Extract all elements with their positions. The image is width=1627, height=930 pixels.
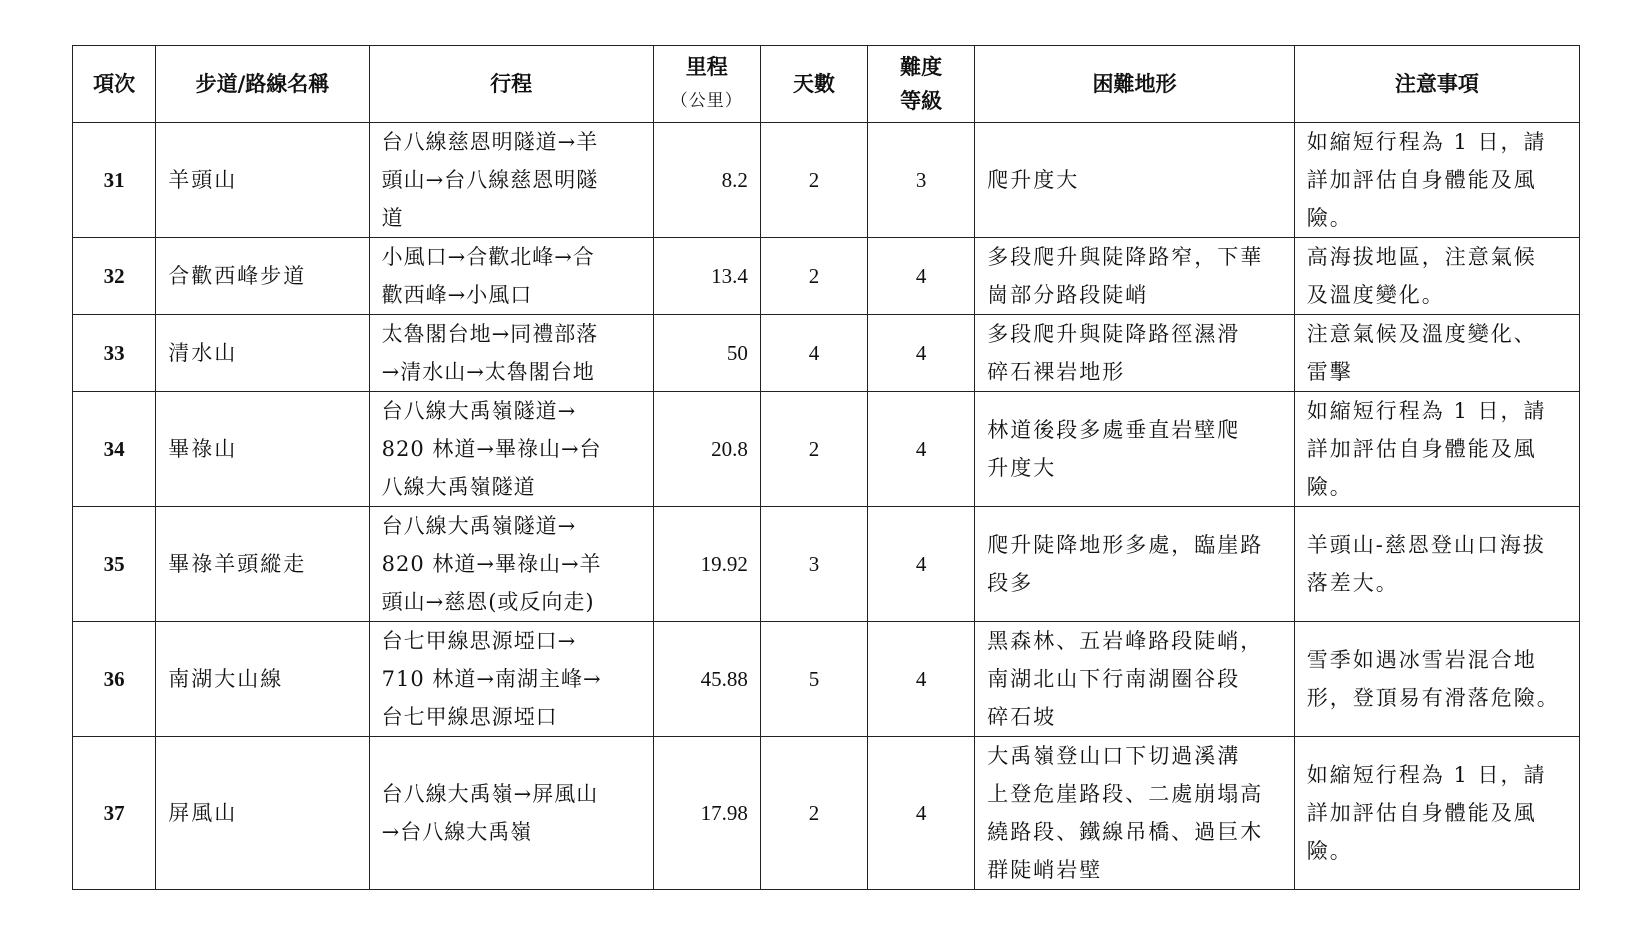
- route-cell-line: 台七甲線思源埡口→: [381, 629, 577, 653]
- distance-cell: 17.98: [653, 737, 760, 890]
- terrain-cell: [975, 315, 1295, 392]
- terrain-cell-line: 升度大: [987, 456, 1057, 480]
- terrain-cell: [975, 392, 1295, 507]
- route-cell: [369, 392, 653, 507]
- table-row: [73, 622, 1580, 737]
- route-cell: [369, 315, 653, 392]
- notes-cell: [1294, 238, 1579, 315]
- terrain-cell-line: 南湖北山下行南湖圈谷段: [987, 667, 1241, 691]
- difficulty-cell: 4: [868, 392, 975, 507]
- header-days: 天數: [760, 46, 867, 123]
- terrain-cell: [975, 238, 1295, 315]
- terrain-cell-line: 大禹嶺登山口下切過溪溝: [987, 744, 1241, 768]
- header-route: 行程: [369, 46, 653, 123]
- route-cell-line: →台八線大禹嶺: [381, 820, 533, 844]
- notes-cell-line: 雷擊: [1306, 360, 1353, 384]
- row-number: 37: [73, 737, 156, 890]
- route-cell-line: 台八線慈恩明隧道→羊: [381, 130, 599, 154]
- days-cell: 3: [760, 507, 867, 622]
- table-row: [73, 315, 1580, 392]
- route-cell: [369, 238, 653, 315]
- table-row: [73, 737, 1580, 890]
- route-cell: [369, 507, 653, 622]
- route-cell: [369, 737, 653, 890]
- row-number: 36: [73, 622, 156, 737]
- notes-cell: [1294, 123, 1579, 238]
- notes-cell: [1294, 622, 1579, 737]
- distance-cell: 19.92: [653, 507, 760, 622]
- notes-cell-line: 注意氣候及溫度變化、: [1306, 322, 1537, 346]
- terrain-cell: [975, 622, 1295, 737]
- trail-name: 南湖大山線: [156, 622, 369, 737]
- header-difficulty-line2: 等級: [900, 89, 943, 113]
- header-terrain: 困難地形: [975, 46, 1295, 123]
- difficulty-cell: 4: [868, 737, 975, 890]
- terrain-cell: [975, 737, 1295, 890]
- notes-cell-line: 雪季如遇冰雪岩混合地: [1306, 648, 1537, 672]
- days-cell: 2: [760, 238, 867, 315]
- notes-cell-line: 詳加評估自身體能及風: [1306, 437, 1537, 461]
- notes-cell-line: 險。: [1306, 839, 1353, 863]
- notes-cell: [1294, 507, 1579, 622]
- route-cell-line: 歡西峰→小風口: [381, 283, 533, 307]
- terrain-cell-line: 段多: [987, 571, 1034, 595]
- terrain-cell-line: 林道後段多處垂直岩壁爬: [987, 418, 1241, 442]
- route-cell-line: 710 林道→南湖主峰→: [381, 667, 602, 691]
- route-cell-line: 台八線大禹嶺隧道→: [381, 514, 577, 538]
- trail-name: 羊頭山: [156, 123, 369, 238]
- table-body: [73, 123, 1580, 890]
- row-number: 34: [73, 392, 156, 507]
- table-row: [73, 123, 1580, 238]
- route-cell-line: 太魯閣台地→同禮部落: [381, 322, 599, 346]
- difficulty-cell: 4: [868, 315, 975, 392]
- terrain-cell-line: 爬升度大: [987, 168, 1080, 192]
- trail-name: 清水山: [156, 315, 369, 392]
- notes-cell-line: 詳加評估自身體能及風: [1306, 801, 1537, 825]
- route-cell-line: 820 林道→畢祿山→台: [381, 437, 602, 461]
- notes-cell-line: 如縮短行程為 1 日，請: [1306, 130, 1547, 154]
- row-number: 31: [73, 123, 156, 238]
- terrain-cell-line: 繞路段、鐵線吊橋、過巨木: [987, 820, 1264, 844]
- route-cell-line: 頭山→慈恩(或反向走): [381, 590, 595, 614]
- header-name: 步道/路線名稱: [156, 46, 369, 123]
- notes-cell-line: 高海拔地區，注意氣候: [1306, 245, 1537, 269]
- trail-name: 合歡西峰步道: [156, 238, 369, 315]
- trail-name: 畢祿羊頭縱走: [156, 507, 369, 622]
- route-cell-line: 頭山→台八線慈恩明隧: [381, 168, 599, 192]
- days-cell: 2: [760, 392, 867, 507]
- notes-cell-line: 及溫度變化。: [1306, 283, 1445, 307]
- route-cell-line: →清水山→太魯閣台地: [381, 360, 595, 384]
- route-cell-line: 台八線大禹嶺→屏風山: [381, 782, 599, 806]
- distance-cell: 45.88: [653, 622, 760, 737]
- route-cell-line: 台八線大禹嶺隧道→: [381, 399, 577, 423]
- notes-cell: [1294, 392, 1579, 507]
- header-distance-label: 里程: [685, 55, 728, 79]
- notes-cell-line: 險。: [1306, 475, 1353, 499]
- terrain-cell: [975, 123, 1295, 238]
- days-cell: 2: [760, 123, 867, 238]
- days-cell: 4: [760, 315, 867, 392]
- difficulty-cell: 4: [868, 622, 975, 737]
- route-cell-line: 台七甲線思源埡口: [381, 705, 558, 729]
- route-cell-line: 八線大禹嶺隧道: [381, 475, 536, 499]
- table-row: [73, 507, 1580, 622]
- row-number: 32: [73, 238, 156, 315]
- notes-cell-line: 險。: [1306, 206, 1353, 230]
- header-distance: [653, 46, 760, 123]
- terrain-cell-line: 多段爬升與陡降路徑濕滑: [987, 322, 1241, 346]
- difficulty-cell: 4: [868, 238, 975, 315]
- terrain-cell-line: 崗部分路段陡峭: [987, 283, 1149, 307]
- terrain-cell-line: 爬升陡降地形多處，臨崖路: [987, 533, 1264, 557]
- days-cell: 2: [760, 737, 867, 890]
- row-number: 35: [73, 507, 156, 622]
- notes-cell-line: 如縮短行程為 1 日，請: [1306, 399, 1547, 423]
- notes-cell-line: 羊頭山-慈恩登山口海拔: [1306, 533, 1546, 557]
- header-no: 項次: [73, 46, 156, 123]
- header-notes: 注意事項: [1294, 46, 1579, 123]
- trail-table: [72, 45, 1580, 890]
- difficulty-cell: 4: [868, 507, 975, 622]
- distance-cell: 8.2: [653, 123, 760, 238]
- table-row: [73, 392, 1580, 507]
- terrain-cell-line: 碎石坡: [987, 705, 1057, 729]
- table-row: [73, 238, 1580, 315]
- distance-cell: 20.8: [653, 392, 760, 507]
- row-number: 33: [73, 315, 156, 392]
- notes-cell: [1294, 737, 1579, 890]
- route-cell: [369, 622, 653, 737]
- route-cell-line: 道: [381, 206, 404, 230]
- distance-cell: 50: [653, 315, 760, 392]
- route-cell-line: 小風口→合歡北峰→合: [381, 245, 595, 269]
- notes-cell-line: 形，登頂易有滑落危險。: [1306, 686, 1560, 710]
- terrain-cell: [975, 507, 1295, 622]
- terrain-cell-line: 黑森林、五岩峰路段陡峭，: [987, 629, 1264, 653]
- trail-name: 屏風山: [156, 737, 369, 890]
- distance-cell: 13.4: [653, 238, 760, 315]
- trail-name: 畢祿山: [156, 392, 369, 507]
- terrain-cell-line: 多段爬升與陡降路窄，下華: [987, 245, 1264, 269]
- terrain-cell-line: 碎石裸岩地形: [987, 360, 1126, 384]
- notes-cell-line: 落差大。: [1306, 571, 1399, 595]
- route-cell: [369, 123, 653, 238]
- terrain-cell-line: 群陡峭岩壁: [987, 858, 1103, 882]
- header-difficulty-line1: 難度: [900, 55, 943, 79]
- terrain-cell-line: 上登危崖路段、二處崩塌高: [987, 782, 1264, 806]
- days-cell: 5: [760, 622, 867, 737]
- notes-cell-line: 詳加評估自身體能及風: [1306, 168, 1537, 192]
- header-difficulty: [868, 46, 975, 123]
- difficulty-cell: 3: [868, 123, 975, 238]
- header-row: [73, 46, 1580, 123]
- header-distance-unit: （公里）: [670, 91, 743, 111]
- notes-cell-line: 如縮短行程為 1 日，請: [1306, 763, 1547, 787]
- route-cell-line: 820 林道→畢祿山→羊: [381, 552, 602, 576]
- notes-cell: [1294, 315, 1579, 392]
